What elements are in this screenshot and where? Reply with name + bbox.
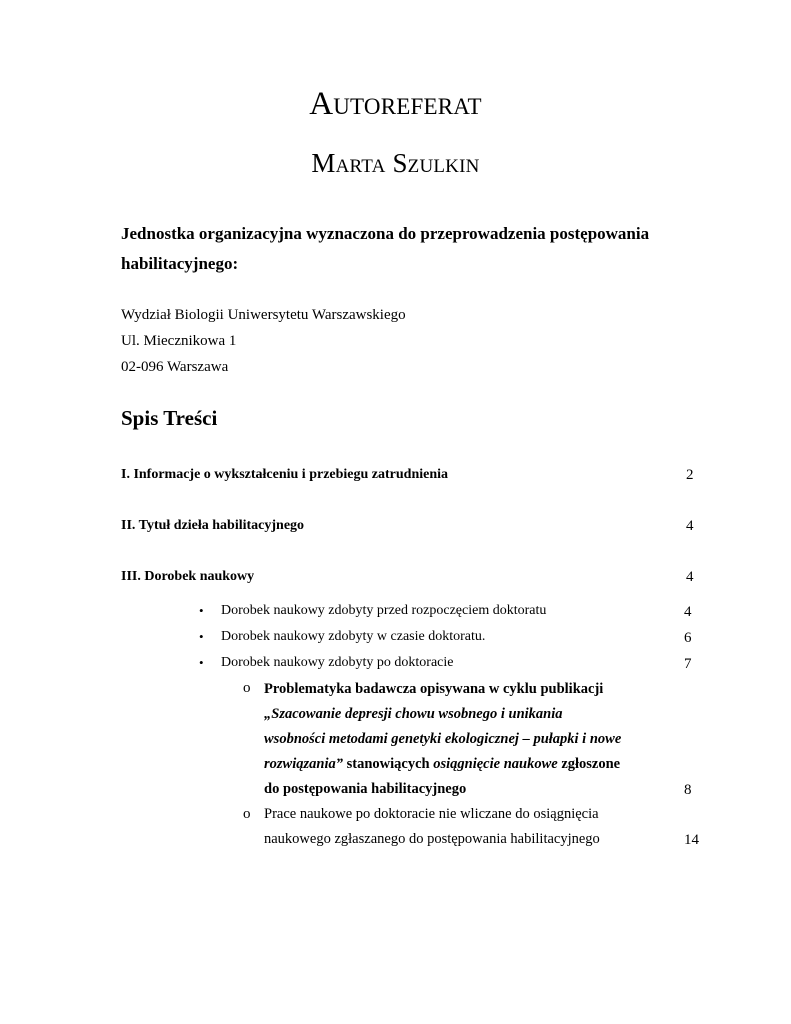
toc-sub2-line1: Prace naukowe po doktoracie nie wliczane do osiągnięcia [264, 806, 599, 822]
toc-bullet-3-page: 7 [684, 656, 692, 672]
bullet-icon: • [199, 655, 204, 670]
author-name: Marta Szulkin [311, 148, 480, 178]
toc-sub1-page: 8 [684, 782, 692, 798]
toc-bullet-2-label: Dorobek naukowy zdobyty w czasie doktoratu. [221, 629, 486, 644]
circle-bullet-icon: o [243, 680, 251, 696]
toc-bullet-3-label: Dorobek naukowy zdobyty po doktoracie [221, 655, 454, 670]
toc-bullet-1-page: 4 [684, 604, 692, 620]
toc-sub1-line1: Problematyka badawcza opisywana w cyklu publikacji [264, 681, 604, 697]
toc-sub1-line5: do postępowania habilitacyjnego [264, 781, 467, 797]
toc-bullet-1-label: Dorobek naukowy zdobyty przed rozpoczęciem doktoratu [221, 603, 547, 618]
toc-heading: Spis Treści [121, 406, 218, 430]
toc-section-1-label: I. Informacje o wykształceniu i przebiegu zatrudnienia [121, 467, 449, 482]
unit-heading-line2: habilitacyjnego: [121, 254, 239, 273]
circle-bullet-icon: o [243, 806, 251, 822]
address-line-faculty: Wydział Biologii Uniwersytetu Warszawskiego [121, 307, 406, 323]
document-title: Autoreferat [309, 86, 482, 122]
toc-section-2-page: 4 [686, 518, 694, 534]
bullet-icon: • [199, 629, 204, 644]
bullet-icon: • [199, 603, 204, 618]
toc-sub1-line4-italic2: osiągnięcie naukowe [433, 756, 558, 772]
toc-section-3-label: III. Dorobek naukowy [121, 569, 255, 584]
toc-sub1-line4-b: zgłoszone [557, 756, 621, 772]
toc-sub1-line4-italic: rozwiązania” [264, 756, 343, 772]
toc-section-2-label: II. Tytuł dzieła habilitacyjnego [121, 518, 305, 533]
toc-section-3-page: 4 [686, 569, 694, 585]
address-line-street: Ul. Miecznikowa 1 [121, 333, 237, 349]
toc-sub1-line2: „Szacowanie depresji chowu wsobnego i unikania [264, 706, 563, 722]
address-line-city: 02-096 Warszawa [121, 359, 229, 375]
toc-sub1-line4 [264, 756, 620, 773]
toc-sub1-line4-a: stanowiących [342, 756, 434, 772]
toc-sub2-line2: naukowego zgłaszanego do postępowania habilitacyjnego [264, 831, 600, 847]
toc-section-1-page: 2 [686, 467, 694, 483]
toc-sub1-line3: wsobności metodami genetyki ekologicznej – pułapki i nowe [264, 731, 622, 747]
toc-sub2-page: 14 [684, 832, 699, 848]
toc-bullet-2-page: 6 [684, 630, 692, 646]
unit-heading-line1: Jednostka organizacyjna wyznaczona do przeprowadzenia postępowania [121, 224, 650, 243]
